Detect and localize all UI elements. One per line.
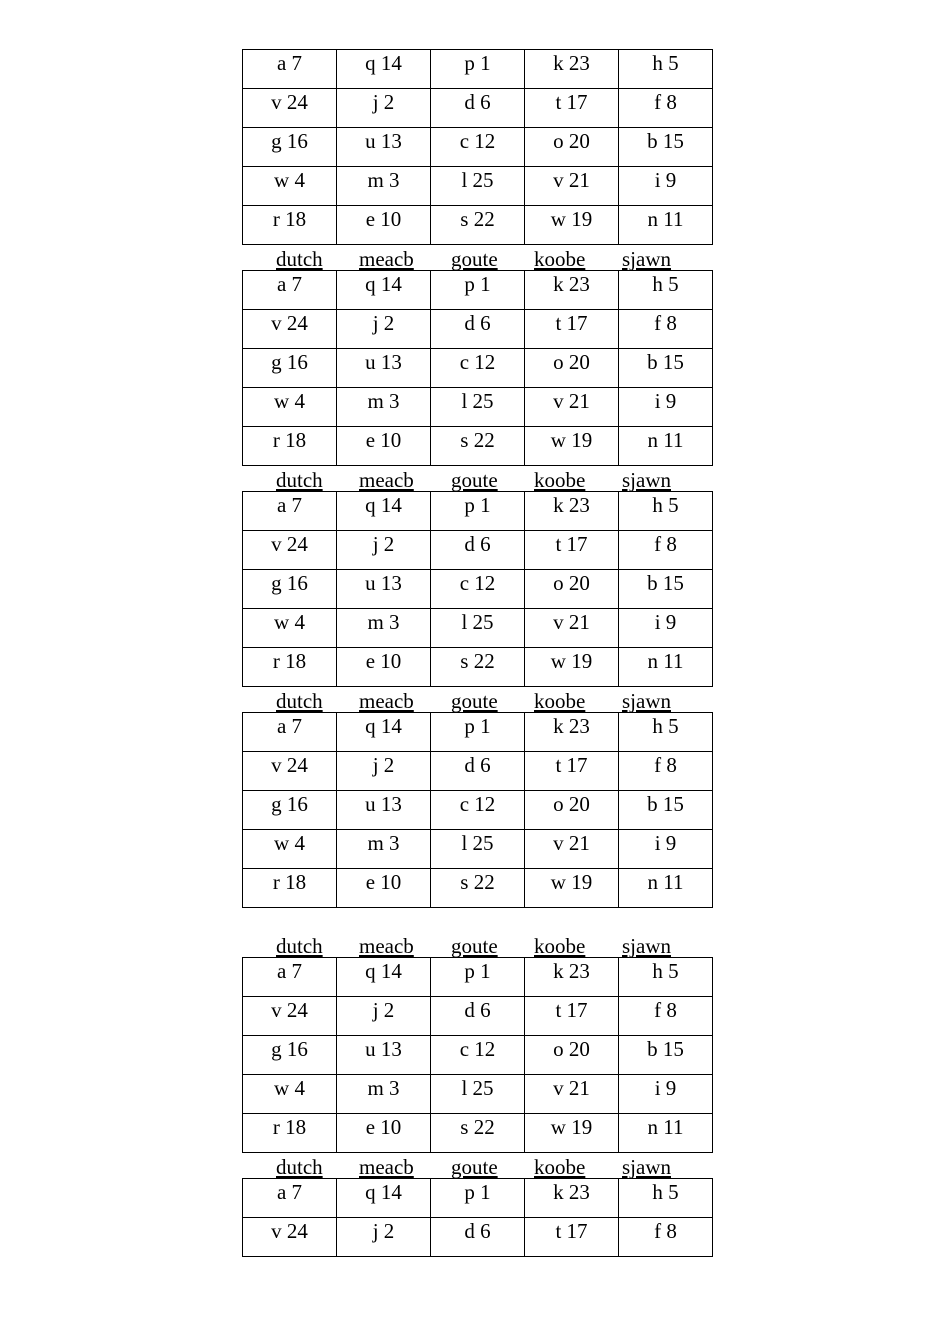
letter-number-table <box>242 49 713 245</box>
table-cell: k 23 <box>525 1179 619 1218</box>
table-cell: n 11 <box>619 869 713 908</box>
table-cell: c 12 <box>431 349 525 388</box>
table-cell: a 7 <box>243 958 337 997</box>
table-cell: h 5 <box>619 492 713 531</box>
table-cell: k 23 <box>525 958 619 997</box>
letter-number-table <box>242 1178 713 1257</box>
table-cell: h 5 <box>619 1179 713 1218</box>
table-cell: h 5 <box>619 50 713 89</box>
table-cell: h 5 <box>619 958 713 997</box>
scrambled-word: goute <box>451 689 498 713</box>
table-cell: m 3 <box>337 830 431 869</box>
table-cell: a 7 <box>243 713 337 752</box>
table-cell: m 3 <box>337 388 431 427</box>
table-cell: v 24 <box>243 310 337 349</box>
table-cell: j 2 <box>337 752 431 791</box>
table-cell: u 13 <box>337 791 431 830</box>
letter-number-table <box>242 491 713 687</box>
table-cell: h 5 <box>619 271 713 310</box>
table-cell: j 2 <box>337 997 431 1036</box>
table-cell: e 10 <box>337 1114 431 1153</box>
table-cell: p 1 <box>431 492 525 531</box>
table-cell: b 15 <box>619 1036 713 1075</box>
table-cell: w 19 <box>525 1114 619 1153</box>
table-cell: e 10 <box>337 206 431 245</box>
scrambled-word: dutch <box>276 247 323 271</box>
table-cell: i 9 <box>619 167 713 206</box>
table-cell: a 7 <box>243 271 337 310</box>
table-cell: f 8 <box>619 752 713 791</box>
table-cell: p 1 <box>431 958 525 997</box>
table-cell: w 19 <box>525 427 619 466</box>
table-cell: s 22 <box>431 1114 525 1153</box>
scrambled-word: sjawn <box>622 689 671 713</box>
table-cell: u 13 <box>337 570 431 609</box>
table-cell: c 12 <box>431 128 525 167</box>
table-row <box>243 1036 713 1075</box>
table-cell: n 11 <box>619 648 713 687</box>
table-cell: i 9 <box>619 1075 713 1114</box>
table-cell: n 11 <box>619 1114 713 1153</box>
table-cell: b 15 <box>619 128 713 167</box>
table-cell: v 21 <box>525 167 619 206</box>
scrambled-word: goute <box>451 1155 498 1179</box>
table-cell: q 14 <box>337 958 431 997</box>
table-cell: k 23 <box>525 713 619 752</box>
table-cell: s 22 <box>431 427 525 466</box>
table-cell: j 2 <box>337 531 431 570</box>
table-cell: e 10 <box>337 648 431 687</box>
table-cell: r 18 <box>243 1114 337 1153</box>
table-cell: v 21 <box>525 1075 619 1114</box>
table-cell: u 13 <box>337 1036 431 1075</box>
table-row <box>243 869 713 908</box>
table-cell: w 4 <box>243 388 337 427</box>
scrambled-word: sjawn <box>622 247 671 271</box>
scrambled-word-row <box>242 935 708 957</box>
scrambled-word: sjawn <box>622 934 671 958</box>
table-cell: s 22 <box>431 206 525 245</box>
scrambled-word: goute <box>451 468 498 492</box>
table-cell: t 17 <box>525 1218 619 1257</box>
table-cell: r 18 <box>243 206 337 245</box>
table-row <box>243 310 713 349</box>
table-row <box>243 830 713 869</box>
table-cell: v 24 <box>243 997 337 1036</box>
table-cell: t 17 <box>525 752 619 791</box>
scrambled-word: meacb <box>359 468 414 492</box>
table-row <box>243 997 713 1036</box>
scrambled-word: meacb <box>359 1155 414 1179</box>
table-cell: q 14 <box>337 492 431 531</box>
table-cell: c 12 <box>431 570 525 609</box>
table-row <box>243 1218 713 1257</box>
table-cell: l 25 <box>431 830 525 869</box>
table-cell: d 6 <box>431 310 525 349</box>
table-cell: p 1 <box>431 271 525 310</box>
table-cell: o 20 <box>525 791 619 830</box>
table-cell: l 25 <box>431 609 525 648</box>
scrambled-word: meacb <box>359 934 414 958</box>
table-cell: b 15 <box>619 791 713 830</box>
table-cell: g 16 <box>243 791 337 830</box>
table-cell: a 7 <box>243 1179 337 1218</box>
table-row <box>243 791 713 830</box>
scrambled-word: dutch <box>276 468 323 492</box>
table-cell: n 11 <box>619 427 713 466</box>
table-row <box>243 752 713 791</box>
table-row <box>243 128 713 167</box>
table-row <box>243 349 713 388</box>
table-cell: i 9 <box>619 609 713 648</box>
table-cell: w 4 <box>243 609 337 648</box>
table-cell: w 19 <box>525 206 619 245</box>
table-cell: l 25 <box>431 167 525 206</box>
table-cell: g 16 <box>243 349 337 388</box>
scrambled-word-row <box>242 248 708 270</box>
table-cell: d 6 <box>431 89 525 128</box>
table-cell: t 17 <box>525 89 619 128</box>
table-row <box>243 1075 713 1114</box>
table-cell: s 22 <box>431 869 525 908</box>
scrambled-word: koobe <box>534 934 586 958</box>
table-cell: d 6 <box>431 531 525 570</box>
letter-number-table <box>242 957 713 1153</box>
scrambled-word: koobe <box>534 468 586 492</box>
scrambled-word: sjawn <box>622 1155 671 1179</box>
table-cell: q 14 <box>337 1179 431 1218</box>
table-cell: p 1 <box>431 713 525 752</box>
table-cell: m 3 <box>337 167 431 206</box>
table-cell: c 12 <box>431 791 525 830</box>
table-cell: p 1 <box>431 1179 525 1218</box>
table-row <box>243 89 713 128</box>
table-row <box>243 958 713 997</box>
scrambled-word: goute <box>451 247 498 271</box>
table-cell: g 16 <box>243 570 337 609</box>
table-cell: o 20 <box>525 570 619 609</box>
scrambled-word: dutch <box>276 689 323 713</box>
table-cell: b 15 <box>619 349 713 388</box>
scrambled-word: dutch <box>276 934 323 958</box>
table-cell: e 10 <box>337 869 431 908</box>
table-cell: j 2 <box>337 89 431 128</box>
table-cell: q 14 <box>337 713 431 752</box>
table-cell: r 18 <box>243 648 337 687</box>
table-cell: f 8 <box>619 531 713 570</box>
scrambled-word: goute <box>451 934 498 958</box>
table-cell: l 25 <box>431 1075 525 1114</box>
table-cell: i 9 <box>619 830 713 869</box>
table-cell: b 15 <box>619 570 713 609</box>
scrambled-word: koobe <box>534 247 586 271</box>
table-cell: v 24 <box>243 89 337 128</box>
table-cell: t 17 <box>525 310 619 349</box>
scrambled-word: koobe <box>534 689 586 713</box>
table-cell: v 21 <box>525 609 619 648</box>
table-row <box>243 388 713 427</box>
table-cell: w 19 <box>525 648 619 687</box>
table-cell: m 3 <box>337 609 431 648</box>
table-cell: v 21 <box>525 830 619 869</box>
table-cell: k 23 <box>525 50 619 89</box>
table-cell: o 20 <box>525 349 619 388</box>
table-cell: u 13 <box>337 349 431 388</box>
table-cell: p 1 <box>431 50 525 89</box>
table-cell: w 19 <box>525 869 619 908</box>
table-cell: v 24 <box>243 531 337 570</box>
table-cell: o 20 <box>525 1036 619 1075</box>
table-cell: o 20 <box>525 128 619 167</box>
table-cell: f 8 <box>619 89 713 128</box>
table-cell: h 5 <box>619 713 713 752</box>
table-cell: w 4 <box>243 1075 337 1114</box>
table-row <box>243 648 713 687</box>
table-cell: j 2 <box>337 1218 431 1257</box>
scrambled-word: sjawn <box>622 468 671 492</box>
table-row <box>243 167 713 206</box>
table-cell: v 24 <box>243 752 337 791</box>
table-cell: j 2 <box>337 310 431 349</box>
table-cell: c 12 <box>431 1036 525 1075</box>
table-cell: f 8 <box>619 1218 713 1257</box>
letter-number-table <box>242 270 713 466</box>
table-cell: s 22 <box>431 648 525 687</box>
table-cell: f 8 <box>619 310 713 349</box>
table-row <box>243 492 713 531</box>
table-cell: v 24 <box>243 1218 337 1257</box>
scrambled-word: dutch <box>276 1155 323 1179</box>
scrambled-word-row <box>242 690 708 712</box>
table-cell: l 25 <box>431 388 525 427</box>
table-cell: q 14 <box>337 271 431 310</box>
table-cell: d 6 <box>431 1218 525 1257</box>
table-row <box>243 609 713 648</box>
table-cell: d 6 <box>431 752 525 791</box>
table-cell: q 14 <box>337 50 431 89</box>
table-cell: n 11 <box>619 206 713 245</box>
table-cell: v 21 <box>525 388 619 427</box>
table-cell: r 18 <box>243 427 337 466</box>
table-row <box>243 1114 713 1153</box>
table-cell: g 16 <box>243 1036 337 1075</box>
table-cell: k 23 <box>525 271 619 310</box>
scrambled-word: meacb <box>359 247 414 271</box>
table-cell: t 17 <box>525 531 619 570</box>
table-row <box>243 271 713 310</box>
scrambled-word-row <box>242 469 708 491</box>
letter-number-table <box>242 712 713 908</box>
table-row <box>243 206 713 245</box>
scrambled-word: koobe <box>534 1155 586 1179</box>
table-cell: m 3 <box>337 1075 431 1114</box>
table-row <box>243 50 713 89</box>
table-cell: u 13 <box>337 128 431 167</box>
table-cell: t 17 <box>525 997 619 1036</box>
table-row <box>243 427 713 466</box>
table-cell: i 9 <box>619 388 713 427</box>
table-cell: r 18 <box>243 869 337 908</box>
table-cell: d 6 <box>431 997 525 1036</box>
table-cell: e 10 <box>337 427 431 466</box>
table-row <box>243 570 713 609</box>
table-cell: k 23 <box>525 492 619 531</box>
table-cell: a 7 <box>243 492 337 531</box>
scrambled-word-row <box>242 1156 708 1178</box>
table-cell: w 4 <box>243 167 337 206</box>
table-row <box>243 531 713 570</box>
table-cell: g 16 <box>243 128 337 167</box>
table-cell: f 8 <box>619 997 713 1036</box>
scrambled-word: meacb <box>359 689 414 713</box>
table-cell: w 4 <box>243 830 337 869</box>
table-row <box>243 713 713 752</box>
table-row <box>243 1179 713 1218</box>
table-cell: a 7 <box>243 50 337 89</box>
